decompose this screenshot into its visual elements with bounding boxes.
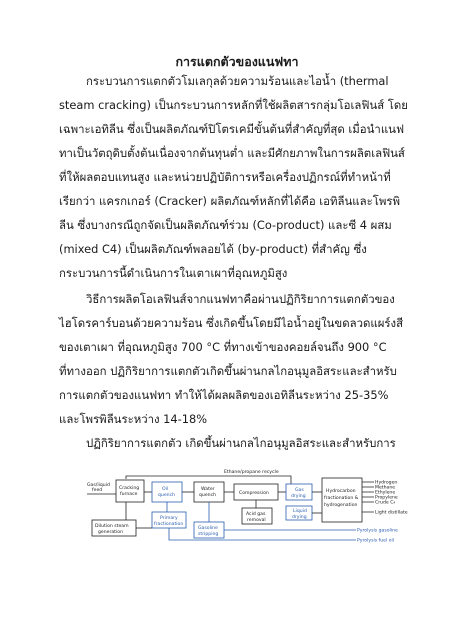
- paragraph-line: ทาเป็นวัตถุดิบตั้งต้นเนื่องจากต้นทุนต่ำ และมีศักยภาพในการผลิตเลฟินส์: [59, 146, 405, 160]
- gas-drying-label: Gas: [295, 488, 304, 493]
- acid-label-2: removal: [247, 518, 266, 523]
- paragraph-line: ที่ทางออก ปฏิกิริยาการแตกตัวเกิดขึ้นผ่านกลไกอนุมูลอิสระและสำหรับ: [59, 364, 397, 378]
- paragraph-line: และโพรพิลีนระหว่าง 14-18%: [59, 412, 208, 426]
- paragraph-line: ที่ให้ผลตอบแทนสูง และหน่วยปฏิบัติการหรือเครื่องปฏิกรณ์ที่ทำหน้าที่: [59, 170, 391, 184]
- oil-quench-label: Oil: [162, 487, 169, 492]
- water-quench-label-2: quench: [199, 493, 217, 498]
- paragraph-line: ลีน ซึ่งบางกรณีถูกจัดเป็นผลิตภัณฑ์ร่วม (Co-product) และซี 4 ผสม: [59, 218, 392, 232]
- paragraph-line: วิธีการผลิตโอเลฟินส์จากแนฟทาคือผ่านปฏิกิริยาการแตกตัวของ: [86, 292, 395, 306]
- acid-label: Acid gas: [246, 512, 266, 517]
- product-pyrolysis-fuel-oil: Pyrolysis fuel oil: [357, 538, 395, 544]
- recycle-label: Ethane/propane recycle: [224, 470, 279, 475]
- paragraph-line: เฉพาะเอทิลีน ซึ่งเป็นผลิตภัณฑ์ปิโตรเคมีขั้นต้นที่สำคัญที่สุด เมื่อนำแนฟ: [59, 122, 405, 136]
- hydrocarbon-label-3: hydrogenation: [324, 503, 358, 508]
- primary-label: Primary: [160, 516, 178, 521]
- product-ethylene: Ethylene: [375, 490, 396, 496]
- water-quench-box: [194, 482, 224, 502]
- feed-label-2: feed: [92, 488, 103, 493]
- paragraph-line: (mixed C4) เป็นผลิตภัณฑ์พลอยได้ (by-product) ที่สำคัญ ซึ่ง: [59, 242, 367, 256]
- liquid-drying-label-2: drying: [292, 515, 307, 520]
- product-light-distillate: Light distillate: [375, 510, 408, 516]
- water-quench-label: Water: [201, 487, 215, 492]
- liquid-drying-label: Liquid: [293, 509, 307, 514]
- process-flow-diagram: [86, 468, 408, 584]
- cracking-furnace-box: [116, 480, 144, 502]
- gas-drying-label-2: drying: [291, 494, 306, 499]
- product-crude-c4: Crude C₄: [375, 500, 396, 506]
- cracking-label: Cracking: [119, 486, 140, 491]
- paragraph-line: การแตกตัวของแนฟทา ทำให้ได้ผลผลิตของเอทิลีนระหว่าง 25-35%: [59, 388, 389, 402]
- product-methane: Methane: [375, 485, 396, 491]
- gasoline-label-2: stripping: [198, 532, 219, 537]
- paragraph-line: ไฮโดรคาร์บอนด้วยความร้อน ซึ่งเกิดขึ้นโดยมีไอน้ำอยู่ในขดลวดแผร์งสี: [59, 316, 404, 330]
- hydrocarbon-label: Hydrocarbon: [326, 489, 356, 494]
- product-lines: [362, 482, 374, 512]
- feed-label: Gas/liquid: [87, 483, 110, 488]
- hydrocarbon-label-2: fractionation &: [324, 496, 359, 501]
- cracking-label-2: furnace: [120, 492, 138, 497]
- dilution-label: Dilution steam: [95, 524, 129, 529]
- paragraph-line: กระบวนการแตกตัวโมเลกุลด้วยความร้อนและไอน้ำ (thermal: [86, 74, 389, 88]
- product-pyrolysis-gasoline: Pyrolysis gasoline: [357, 528, 398, 534]
- paragraph-line: steam cracking) เป็นกระบวนการหลักที่ใช้ผลิตสารกลุ่มโอเลฟินส์ โดย: [59, 98, 408, 112]
- document-title: การแตกตัวของแนฟทา: [175, 54, 299, 69]
- paragraph-line: กระบวนการนี้ดำเนินการในเตาเผาที่อุณหภูมิสูง: [59, 266, 288, 280]
- primary-label-2: fractionation: [154, 522, 184, 527]
- paragraph-line: ของเตาเผา ที่อุณหภูมิสูง 700 °C ที่ทางเข้าของคอยล์จนถึง 900 °C: [59, 340, 387, 354]
- flow-diagram-svg: [86, 468, 408, 584]
- dilution-label-2: generation: [98, 530, 123, 535]
- product-propylene: Propylene: [375, 495, 398, 501]
- gasoline-label: Gasoline: [198, 526, 218, 531]
- oil-quench-label-2: quench: [158, 493, 176, 498]
- paragraph-line: ปฏิกิริยาการแตกตัว เกิดขึ้นผ่านกลไกอนุมูลอิสระและสำหรับการ: [86, 436, 396, 450]
- compression-label: Compression: [239, 491, 269, 496]
- product-hydrogen: Hydrogen: [375, 480, 398, 486]
- paragraph-line: เรียกว่า แครกเกอร์ (Cracker) ผลิตภัณฑ์หลักที่ได้คือ เอทิลีนและโพรพิ: [59, 194, 400, 208]
- oil-quench-box: [152, 482, 182, 502]
